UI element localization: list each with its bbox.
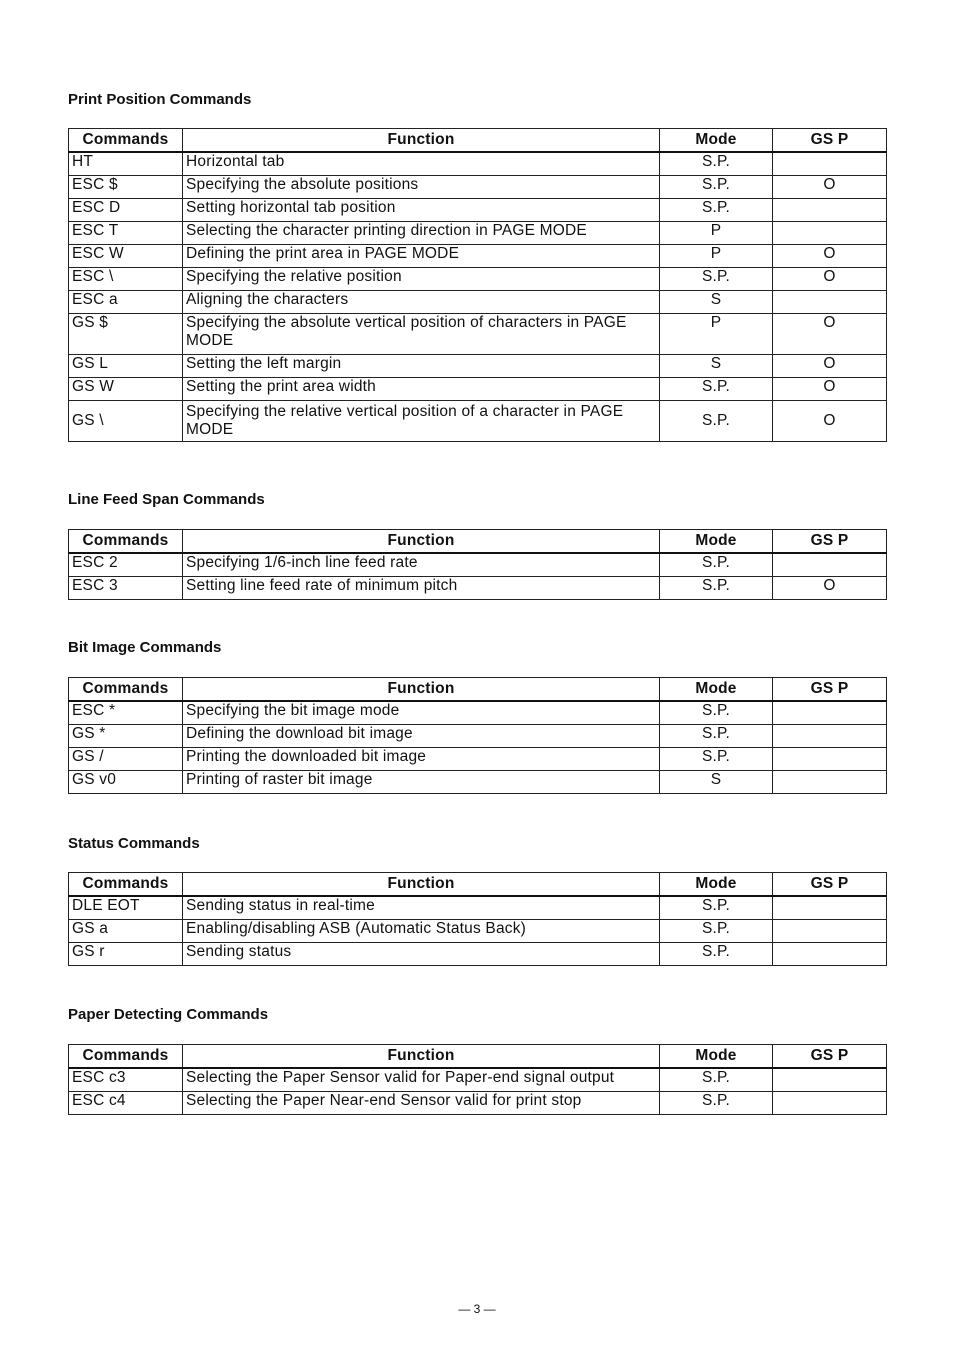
cell-command: GS W bbox=[69, 378, 183, 401]
cell-gsp bbox=[773, 222, 887, 245]
cell-gsp bbox=[773, 152, 887, 176]
table-header-row bbox=[69, 678, 887, 702]
section-paper-detecting bbox=[68, 1005, 886, 1115]
cell-gsp: O bbox=[773, 314, 887, 355]
cell-command: GS L bbox=[69, 355, 183, 378]
cell-mode: P bbox=[660, 314, 773, 355]
cell-command: ESC D bbox=[69, 199, 183, 222]
table-row bbox=[69, 701, 887, 725]
table-row bbox=[69, 748, 887, 771]
cell-function: Setting the print area width bbox=[183, 378, 660, 401]
cell-command: ESC * bbox=[69, 701, 183, 725]
cell-gsp: O bbox=[773, 268, 887, 291]
table-row bbox=[69, 577, 887, 600]
cell-mode: S bbox=[660, 291, 773, 314]
cell-gsp bbox=[773, 920, 887, 943]
cell-mode: S.P. bbox=[660, 199, 773, 222]
cell-function: Selecting the character printing direction in PAGE MODE bbox=[183, 222, 660, 245]
page-number: — 3 — bbox=[458, 1302, 496, 1316]
cell-function: Specifying the absolute vertical position of characters in PAGE MODE bbox=[183, 314, 660, 355]
cell-function: Setting the left margin bbox=[183, 355, 660, 378]
table-row bbox=[69, 378, 887, 401]
table-row bbox=[69, 401, 887, 442]
section-title: Status Commands bbox=[68, 835, 200, 852]
cell-mode: S.P. bbox=[660, 943, 773, 966]
cell-command: GS r bbox=[69, 943, 183, 966]
cell-gsp bbox=[773, 725, 887, 748]
cell-gsp bbox=[773, 771, 887, 794]
header-mode: Mode bbox=[660, 873, 773, 897]
cell-command: HT bbox=[69, 152, 183, 176]
header-commands: Commands bbox=[69, 129, 183, 153]
cell-function: Sending status bbox=[183, 943, 660, 966]
cell-command: ESC T bbox=[69, 222, 183, 245]
cell-mode: S.P. bbox=[660, 725, 773, 748]
section-title: Paper Detecting Commands bbox=[68, 1006, 269, 1023]
table-row bbox=[69, 943, 887, 966]
cell-gsp bbox=[773, 553, 887, 577]
cell-function: Printing the downloaded bit image bbox=[183, 748, 660, 771]
section-title: Bit Image Commands bbox=[68, 639, 222, 656]
commands-table bbox=[68, 1044, 887, 1115]
table-row bbox=[69, 268, 887, 291]
cell-command: GS $ bbox=[69, 314, 183, 355]
cell-function: Selecting the Paper Sensor valid for Paper-end signal output bbox=[183, 1068, 660, 1092]
cell-function: Horizontal tab bbox=[183, 152, 660, 176]
cell-command: ESC 3 bbox=[69, 577, 183, 600]
cell-function: Sending status in real-time bbox=[183, 896, 660, 920]
cell-mode: P bbox=[660, 222, 773, 245]
cell-command: ESC \ bbox=[69, 268, 183, 291]
commands-table bbox=[68, 872, 887, 966]
cell-gsp bbox=[773, 199, 887, 222]
table-row bbox=[69, 314, 887, 355]
cell-gsp bbox=[773, 896, 887, 920]
table-header-row bbox=[69, 530, 887, 554]
section-bit-image bbox=[68, 638, 886, 794]
cell-command: ESC a bbox=[69, 291, 183, 314]
cell-command: ESC 2 bbox=[69, 553, 183, 577]
header-gsp: GS P bbox=[773, 530, 887, 554]
table-row bbox=[69, 152, 887, 176]
header-commands: Commands bbox=[69, 678, 183, 702]
cell-command: ESC W bbox=[69, 245, 183, 268]
cell-gsp bbox=[773, 291, 887, 314]
cell-gsp bbox=[773, 943, 887, 966]
table-row bbox=[69, 291, 887, 314]
cell-mode: S.P. bbox=[660, 748, 773, 771]
header-mode: Mode bbox=[660, 530, 773, 554]
cell-function: Specifying the relative position bbox=[183, 268, 660, 291]
cell-gsp: O bbox=[773, 577, 887, 600]
table-row bbox=[69, 1092, 887, 1115]
table-header-row bbox=[69, 873, 887, 897]
cell-command: GS v0 bbox=[69, 771, 183, 794]
table-row bbox=[69, 245, 887, 268]
header-gsp: GS P bbox=[773, 129, 887, 153]
cell-mode: S bbox=[660, 771, 773, 794]
cell-gsp: O bbox=[773, 378, 887, 401]
commands-table bbox=[68, 128, 887, 442]
cell-mode: S bbox=[660, 355, 773, 378]
table-row bbox=[69, 920, 887, 943]
cell-mode: P bbox=[660, 245, 773, 268]
section-status bbox=[68, 834, 886, 966]
table-header-row bbox=[69, 1045, 887, 1069]
header-commands: Commands bbox=[69, 873, 183, 897]
table-row bbox=[69, 771, 887, 794]
commands-table bbox=[68, 677, 887, 794]
cell-mode: S.P. bbox=[660, 920, 773, 943]
cell-command: GS \ bbox=[69, 401, 183, 442]
cell-function: Enabling/disabling ASB (Automatic Status Back) bbox=[183, 920, 660, 943]
header-mode: Mode bbox=[660, 129, 773, 153]
table-row bbox=[69, 199, 887, 222]
table-row bbox=[69, 725, 887, 748]
cell-mode: S.P. bbox=[660, 378, 773, 401]
cell-gsp bbox=[773, 1068, 887, 1092]
cell-mode: S.P. bbox=[660, 1068, 773, 1092]
header-mode: Mode bbox=[660, 1045, 773, 1069]
header-function: Function bbox=[183, 678, 660, 702]
header-gsp: GS P bbox=[773, 1045, 887, 1069]
cell-mode: S.P. bbox=[660, 268, 773, 291]
table-row bbox=[69, 896, 887, 920]
cell-command: GS a bbox=[69, 920, 183, 943]
cell-function: Specifying the relative vertical position of a character in PAGE MODE bbox=[183, 401, 660, 442]
commands-table bbox=[68, 529, 887, 600]
cell-command: ESC c3 bbox=[69, 1068, 183, 1092]
table-row bbox=[69, 222, 887, 245]
section-title: Line Feed Span Commands bbox=[68, 491, 265, 508]
cell-mode: S.P. bbox=[660, 176, 773, 199]
cell-function: Selecting the Paper Near-end Sensor valid for print stop bbox=[183, 1092, 660, 1115]
cell-function: Printing of raster bit image bbox=[183, 771, 660, 794]
cell-function: Specifying 1/6-inch line feed rate bbox=[183, 553, 660, 577]
table-row bbox=[69, 553, 887, 577]
cell-gsp bbox=[773, 748, 887, 771]
table-row bbox=[69, 176, 887, 199]
cell-command: ESC $ bbox=[69, 176, 183, 199]
cell-function: Setting horizontal tab position bbox=[183, 199, 660, 222]
cell-function: Specifying the bit image mode bbox=[183, 701, 660, 725]
cell-gsp: O bbox=[773, 401, 887, 442]
cell-command: DLE EOT bbox=[69, 896, 183, 920]
cell-function: Specifying the absolute positions bbox=[183, 176, 660, 199]
cell-gsp: O bbox=[773, 355, 887, 378]
header-gsp: GS P bbox=[773, 678, 887, 702]
cell-function: Aligning the characters bbox=[183, 291, 660, 314]
header-commands: Commands bbox=[69, 530, 183, 554]
header-function: Function bbox=[183, 1045, 660, 1069]
table-row bbox=[69, 355, 887, 378]
cell-mode: S.P. bbox=[660, 401, 773, 442]
table-header-row bbox=[69, 129, 887, 153]
table-row bbox=[69, 1068, 887, 1092]
cell-mode: S.P. bbox=[660, 152, 773, 176]
cell-command: ESC c4 bbox=[69, 1092, 183, 1115]
cell-gsp: O bbox=[773, 245, 887, 268]
cell-function: Defining the download bit image bbox=[183, 725, 660, 748]
section-line-feed-span bbox=[68, 490, 886, 600]
cell-gsp bbox=[773, 701, 887, 725]
header-mode: Mode bbox=[660, 678, 773, 702]
header-function: Function bbox=[183, 873, 660, 897]
cell-function: Setting line feed rate of minimum pitch bbox=[183, 577, 660, 600]
header-commands: Commands bbox=[69, 1045, 183, 1069]
header-gsp: GS P bbox=[773, 873, 887, 897]
cell-function: Defining the print area in PAGE MODE bbox=[183, 245, 660, 268]
cell-mode: S.P. bbox=[660, 577, 773, 600]
cell-mode: S.P. bbox=[660, 896, 773, 920]
cell-command: GS / bbox=[69, 748, 183, 771]
cell-gsp bbox=[773, 1092, 887, 1115]
cell-mode: S.P. bbox=[660, 1092, 773, 1115]
cell-gsp: O bbox=[773, 176, 887, 199]
section-print-position bbox=[68, 90, 886, 442]
header-function: Function bbox=[183, 530, 660, 554]
header-function: Function bbox=[183, 129, 660, 153]
section-title: Print Position Commands bbox=[68, 91, 252, 108]
cell-command: GS * bbox=[69, 725, 183, 748]
cell-mode: S.P. bbox=[660, 701, 773, 725]
cell-mode: S.P. bbox=[660, 553, 773, 577]
